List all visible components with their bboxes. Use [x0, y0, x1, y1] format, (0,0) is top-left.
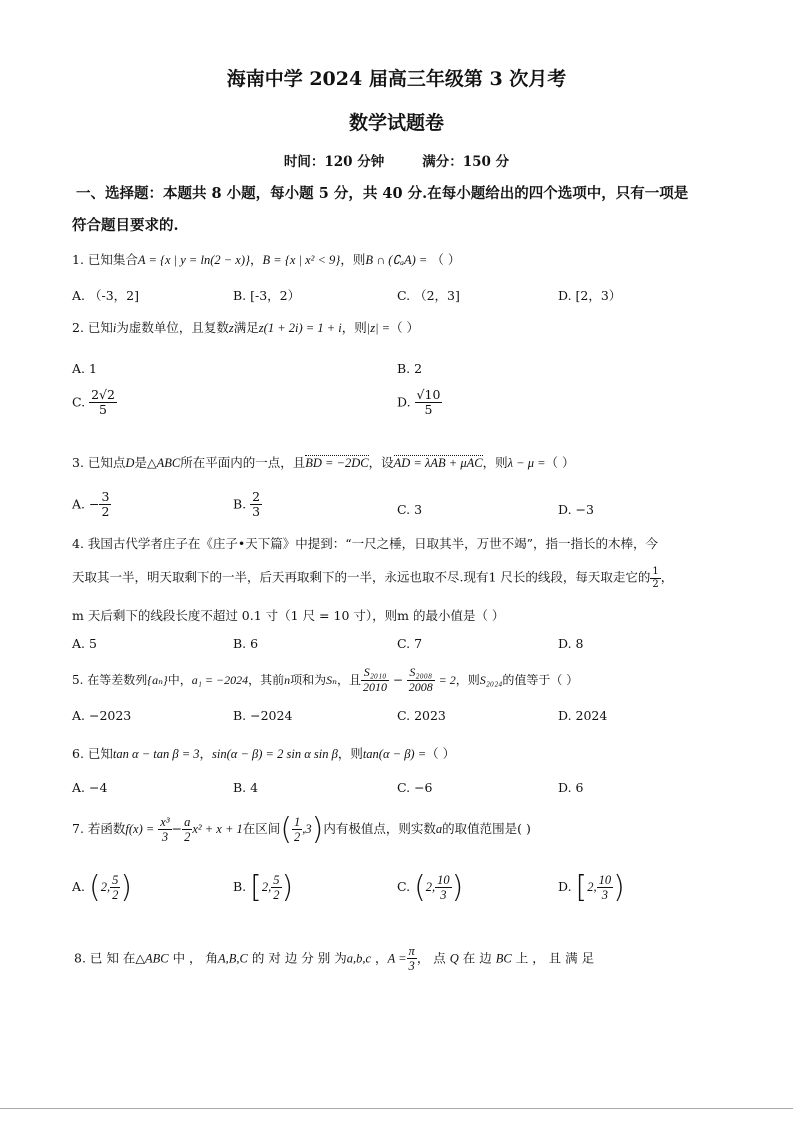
q1-option-d: D. [2，3）	[558, 288, 622, 303]
q1-option-c: C. （2，3]	[397, 288, 460, 303]
q2-option-a: A. 1	[72, 361, 97, 376]
q7-option-a: A. (2, $\frac{5}{2}$ )	[72, 870, 133, 905]
q4-option-c: C. 7	[397, 636, 423, 651]
set-b: B = {x | x² < 9}	[262, 253, 341, 267]
q6-option-a: A. −4	[72, 780, 108, 795]
q7-option-c: C. (2, $\frac{10}{3}$ )	[397, 870, 464, 905]
exam-meta	[0, 150, 793, 170]
q3-vector-eq1: BD = −2DC	[305, 456, 369, 470]
question-8-stem: 8. 已 知 在△ABC 中 ， 角A,B,C 的 对 边 分 别 为a,b,c ，A = $\frac{\pi}{3}$ ， 点 Q 在 边 BC 上 ， 且 满 足	[74, 944, 595, 974]
exam-time: 时间：120 分钟	[283, 154, 385, 170]
exam-title: 海南中学 2024 届高三年级第 3 次月考	[226, 68, 567, 90]
q3-option-a: A. − $\frac{3}{2}$	[72, 489, 110, 520]
q1-option-a: A. （-3，2]	[72, 288, 139, 303]
q5-option-a: A. −2023	[72, 708, 132, 723]
question-6-stem: 6. 已知tan α − tan β = 3，sin(α − β) = 2 sin α sin β，则tan(α − β) =（ ）	[72, 746, 456, 761]
q2-option-c: C. $\frac{2√2}{5}$	[72, 387, 115, 418]
page-footer-divider	[0, 1108, 793, 1109]
q4-option-b: B. 6	[233, 636, 259, 651]
q4-option-d: D. 8	[558, 636, 584, 651]
exam-score: 满分：150 分	[422, 154, 510, 170]
q3-vector-eq2: AD = λAB + μAC	[393, 456, 483, 470]
q2-option-b: B. 2	[397, 361, 423, 376]
section-heading-line2: 符合题目要求的.	[72, 217, 179, 234]
q5-option-b: B. −2024	[233, 708, 293, 723]
exam-subtitle: 数学试题卷	[348, 112, 444, 134]
question-4-line2: 天取其一半，明天取剩下的一半，后天再取剩下的一半，永远也取不尽.现有1 尺长的线段，每天取走它的 $\frac{1}{2}$ ，	[72, 566, 674, 590]
set-a: A = {x | y = ln(2 − x)}	[137, 253, 250, 267]
q2-equation: z(1 + 2i) = 1 + i	[258, 321, 342, 335]
q5-fraction-2: $\frac{\text{S₂₀₀₈}}{2008}$	[408, 665, 433, 694]
q5-fraction-1: $\frac{\text{S₂₀₁₀}}{2010}$	[363, 665, 388, 694]
q4-option-a: A. 5	[72, 636, 97, 651]
question-2-stem: 2. 已知i为虚数单位，且复数z满足z(1 + 2i) = 1 + i，则|z| =（ ）	[72, 320, 420, 335]
q7-option-d: D. [2, $\frac{10}{3}$ )	[558, 870, 625, 905]
q3-option-b: B. $\frac{2}{3}$	[233, 489, 261, 520]
q3-option-c: C. 3	[397, 502, 423, 517]
question-1-stem: 1. 已知集合A = {x | y = ln(2 − x)}，B = {x | x² < 9}，则B ∩ (∁ₐA) = （ ）	[72, 252, 461, 267]
question-4-line1: 4. 我国古代学者庄子在《庄子•天下篇》中提到：“一尺之棰，日取其半，万世不竭”，指一指长的木棒，今	[72, 536, 659, 551]
q1-option-b: B. [-3，2）	[233, 288, 301, 303]
question-3-stem: 3. 已知点D是△ABC所在平面内的一点，且BD = −2DC，设AD = λAB + μAC，则λ − μ =（ ）	[72, 455, 575, 470]
q6-equation-1: tan α − tan β = 3	[112, 747, 200, 761]
q1-expr: B ∩ (∁ₐA) =	[365, 253, 428, 267]
question-7-stem: 7. 若函数f(x) = $\frac{\text{x³}}{3}$ − $\frac{a}{2}$ x² + x + 1在区间( $\frac{1}{2}$ ,3)内有极值点，则实数a的取值范围是( )	[72, 812, 531, 847]
q6-option-c: C. −6	[397, 780, 433, 795]
q7-option-b: B. [2, $\frac{5}{2}$ )	[233, 870, 294, 905]
q3-option-d: D. −3	[558, 502, 594, 517]
q2-option-d: D. $\frac{√10}{5}$	[397, 387, 441, 418]
question-4-line3: m 天后剩下的线段长度不超过 0.1 寸（1 尺 = 10 寸），则m 的最小值是（ ）	[72, 608, 505, 623]
q5-option-c: C. 2023	[397, 708, 446, 723]
q2-option-d-fraction: $\frac{√10}{5}$	[416, 387, 441, 418]
q6-option-b: B. 4	[233, 780, 259, 795]
question-5-stem: 5. 在等差数列{aₙ}中，a₁ = −2024，其前n项和为Sₙ，且 $\frac{\text{S₂₀₁₀}}{2010}$ − $\frac{\text{S₂₀₀₈}}{2008}$ = 2，则S₂₀₂₄的值等于（ ）	[72, 665, 579, 694]
q6-option-d: D. 6	[558, 780, 584, 795]
q6-equation-2: sin(α − β) = 2 sin α sin β	[212, 747, 338, 761]
q2-option-c-fraction: $\frac{2√2}{5}$	[91, 387, 115, 418]
q5-option-d: D. 2024	[558, 708, 608, 723]
section-heading-line1: 一、选择题：本题共 8 小题，每小题 5 分，共 40 分.在每小题给出的四个选项中，只有一项是	[76, 185, 689, 202]
